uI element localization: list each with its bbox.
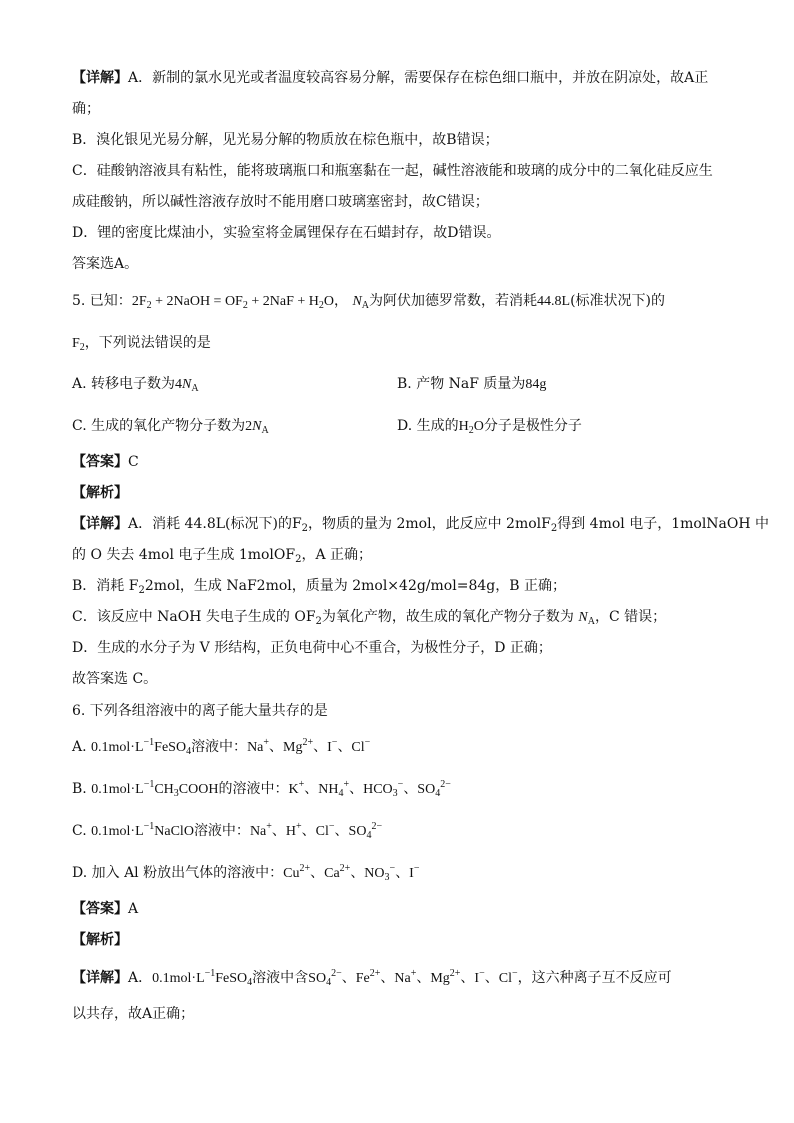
q5-stem-cont: $F_2$，下列说法错误的是 — [72, 335, 211, 353]
q6-option-a: A. $0.1mol\cdot L^{-1}FeSO_4$溶液中：Na+、$Mg^{2+}$、I−、Cl− — [72, 737, 371, 757]
q5-analysis-label: 【解析】 — [72, 485, 128, 501]
q5-detail-d: D．生成的水分子为 V 形结构，正负电荷中心不重合，为极性分子，D 正确； — [72, 640, 552, 656]
q6-analysis-label: 【解析】 — [72, 932, 128, 948]
q5-detail-b: B．消耗 $F_22mol$，生成 NaF2mol，质量为 2mol×42g/mol=84g，B 正确； — [72, 578, 566, 596]
q5-option-d: D. 生成的$H_2O$分子是极性分子 — [397, 418, 582, 436]
q5-detail-c: C．该反应中 NaOH 失电子生成的 $OF_2$为氧化产物，故生成的氧化产物分子数为 $N_A$，C 错误； — [72, 609, 667, 627]
q5-option-b: B. 产物 NaF 质量为84g — [397, 376, 547, 392]
q4-detail-b: B．溴化银见光易分解，见光易分解的物质放在棕色瓶中，故B错误； — [72, 132, 499, 148]
q6-answer: 【答案】A — [72, 901, 139, 917]
q6-detail-a-cont: 以共存，故A正确； — [72, 1006, 195, 1022]
detail-label: 【详解】 — [72, 70, 128, 86]
q4-detail-d: D．锂的密度比煤油小，实验室将金属锂保存在石蜡封存，故D错误。 — [72, 225, 501, 241]
q6-stem: 6. 下列各组溶液中的离子能大量共存的是 — [72, 703, 328, 719]
q5-detail-a: 【详解】A．消耗 44.8L(标况下)的$F_2$，物质的量为 2mol，此反应中 2molF$_2$得到 4mol 电子，1molNaOH 中 — [72, 516, 770, 534]
q6-option-b: B. $0.1mol\cdot L^{-1}CH_3COOH$的溶液中：K+、$NH_4^+$、$HCO_3^-$、$SO_4^{2-}$ — [72, 779, 451, 799]
q5-conclusion: 故答案选 C。 — [72, 671, 158, 687]
q5-option-c: C. 生成的氧化产物分子数为$2N_A$ — [72, 418, 269, 436]
q4-detail-c-cont: 成硅酸钠，所以碱性溶液存放时不能用磨口玻璃塞密封，故C错误； — [72, 194, 489, 210]
q5-stem: 5. 已知：$2F_2$ + 2NaOH = $OF_2 + 2NaF + H_2O$， $N_A$为阿伏加德罗常数，若消耗44.8L(标准状况下)的 — [72, 293, 666, 311]
q6-option-d: D. 加入 Al 粉放出气体的溶液中：$Cu^{2+}$、$Ca^{2+}$、$NO_3^-$、I− — [72, 863, 420, 883]
q6-detail-a: 【详解】A．$0.1mol\cdot L^{-1}FeSO_4$溶液中含$SO_4^{2-}$、$Fe^{2+}$、Na+、$Mg^{2+}$、I−、Cl−，这六种离子互不反应可 — [72, 968, 672, 988]
q4-detail-a: 【详解】A．新制的氯水见光或者温度较高容易分解，需要保存在棕色细口瓶中，并放在阴凉处，故A正 — [72, 70, 709, 86]
q4-detail-a-cont: 确； — [72, 101, 100, 117]
q4-detail-c: C．硅酸钠溶液具有粘性，能将玻璃瓶口和瓶塞黏在一起，碱性溶液能和玻璃的成分中的二氧化硅反应生 — [72, 163, 713, 179]
q6-option-c: C. $0.1mol\cdot L^{-1}NaClO$溶液中：Na+、H+、Cl−、$SO_4^{2-}$ — [72, 821, 383, 841]
q4-answer-line: 答案选A。 — [72, 256, 139, 272]
reaction-equation: $2F_2$ + 2NaOH = $OF_2 + 2NaF + H_2O$ — [131, 294, 334, 311]
q5-option-a: A. 转移电子数为$4N_A$ — [72, 376, 199, 394]
q5-answer: 【答案】C — [72, 454, 139, 470]
q5-detail-a-cont: 的 O 失去 4mol 电子生成 1molOF$_2$，A 正确； — [72, 547, 373, 565]
